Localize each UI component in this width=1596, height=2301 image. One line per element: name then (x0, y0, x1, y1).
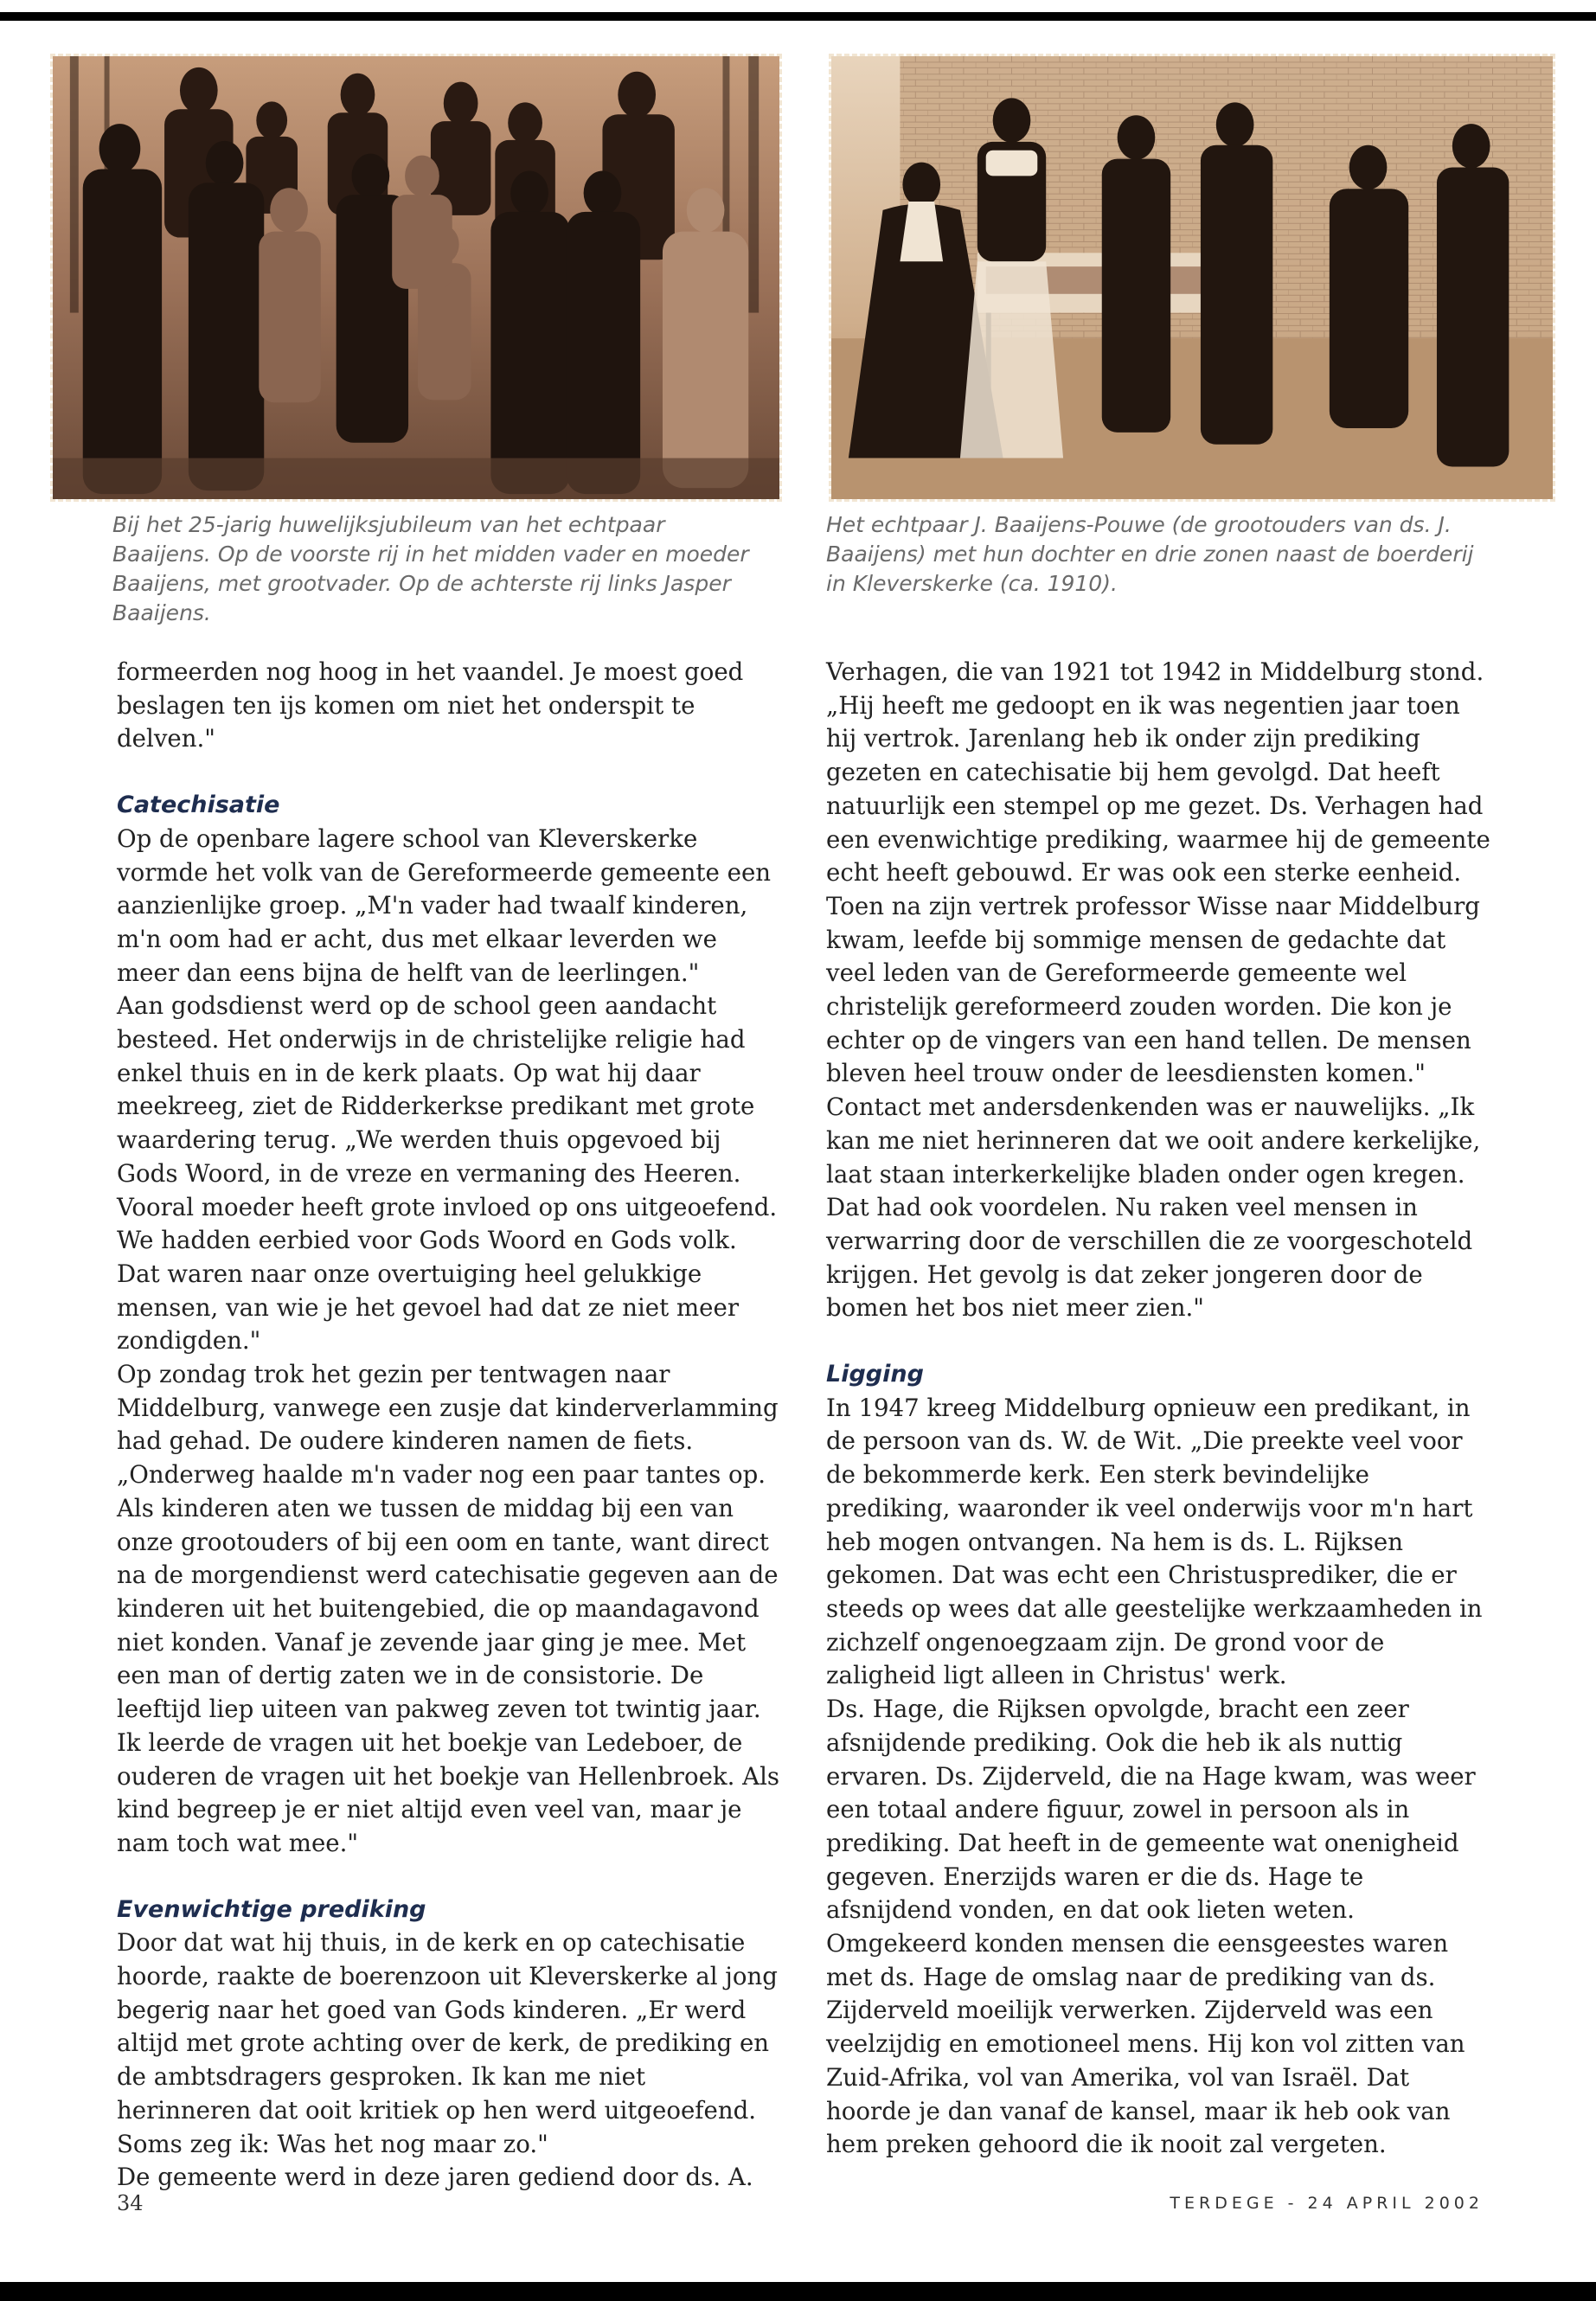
paragraph: Door dat wat hij thuis, in de kerk en op catechisatie hoorde, raakte de boerenzoon uit Kleverskerke al jong begerig naar het goed van Gods kinderen. „Er werd altijd met grote achting over de kerk, de prediking en de ambtsdragers gesproken. Ik kan me niet herinneren dat ooit kritiek op hen werd uitgeoefend. Soms zeg ik: Was het nog maar zo." (117, 1928, 778, 2158)
photo-caption-jubilee: Bij het 25-jarig huwelijksjubileum van het echtpaar Baaijens. Op de voorste rij in het midden vader en moeder Baaijens, met grootvader. Op de achterste rij links Jasper Baaijens. (112, 512, 749, 625)
publication-footer: TERDEGE - 24 APRIL 2002 (1170, 2194, 1484, 2213)
paragraph: Verhagen, die van 1921 tot 1942 in Middelburg stond. „Hij heeft me gedoopt en ik was negentien jaar toen hij vertrok. Jarenlang heb ik onder zijn prediking gezeten en catechisatie bij hem gevolgd. Dat heeft natuurlijk een stempel op me gezet. Ds. Verhagen had een evenwichtige prediking, waarmee hij de gemeente echt heeft gebouwd. Er was ook een sterke eenheid. Toen na zijn vertrek professor Wisse naar Middelburg kwam, leefde bij sommige mensen de gedachte dat veel leden van de Gereformeerde gemeente wel christelijk gereformeerd zouden worden. Die kon je echter op de vingers van een hand tellen. De mensen bleven heel trouw onder de leesdiensten komen." (826, 657, 1490, 1088)
paragraph: De gemeente werd in deze jaren gediend door ds. A. (117, 2163, 753, 2192)
paragraph: Op zondag trok het gezin per tentwagen naar Middelburg, vanwege een zusje dat kinderverlamming had gehad. De oudere kinderen namen de fiets. „Onderweg haalde m'n vader nog een paar tantes op. Als kinderen aten we tussen de middag bij een van onze grootouders of bij een oom en tante, want direct na de morgendienst werd catechisatie gegeven aan de kinderen uit het buitengebied, die op maandagavond niet konden. Vanaf je zevende jaar ging je mee. Met een man of dertig zaten we in de consistorie. De leeftijd liep uiteen van pakweg zeven tot twintig jaar. Ik leerde de vragen uit het boekje van Ledeboer, de ouderen de vragen uit het boekje van Hellenbroek. Als kind begreep je er niet altijd even veel van, maar je nam toch wat mee." (117, 1360, 780, 1857)
paragraph: Contact met andersdenkenden was er nauwelijks. „Ik kan me niet herinneren dat we ooit andere kerkelijke, laat staan interkerkelijke bladen onder ogen kregen. Dat had ook voordelen. Nu raken veel mensen in verwarring door de verschillen die ze voorgeschoteld krijgen. Het gevolg is dat zeker jongeren door de bomen het bos niet meer zien." (826, 1093, 1481, 1323)
paragraph: In 1947 kreeg Middelburg opnieuw een predikant, in de persoon van ds. W. de Wit. „Die preekte veel voor de bekommerde kerk. Een sterk bevindelijke prediking, waaronder ik veel onderwijs voor m'n hart heb mogen ontvangen. Na hem is ds. L. Rijksen gekomen. Dat was echt een Christusprediker, die er steeds op wees dat alle geestelijke werkzaamheden in zichzelf ongenoegzaam zijn. De grond voor de zaligheid ligt alleen in Christus' werk. (826, 1393, 1483, 1690)
section-heading-catechisatie: Catechisatie (117, 792, 280, 819)
article-column-left (117, 656, 783, 2195)
section-heading-evenwichtige-prediking: Evenwichtige prediking (117, 1895, 426, 1923)
bottom-border-bar (0, 2282, 1596, 2301)
farmhouse-family-photo (829, 54, 1555, 502)
paragraph: Aan godsdienst werd op de school geen aandacht besteed. Het onderwijs in de christelijke religie had enkel thuis en in de kerk plaats. Op wat hij daar meekreeg, ziet de Ridderkerkse predikant met grote waardering terug. „We werden thuis opgevoed bij Gods Woord, in de vreze en vermaning des Heeren. Vooral moeder heeft grote invloed op ons uitgeoefend. We hadden eerbied voor Gods Woord en Gods volk. Dat waren naar onze overtuiging heel gelukkige mensen, van wie je het gevoel had dat ze niet meer zondigden." (117, 991, 778, 1356)
family-jubilee-photo (50, 54, 782, 502)
top-border-bar (0, 12, 1596, 21)
family-jubilee-photo-image (53, 56, 779, 499)
paragraph: formeerden nog hoog in het vaandel. Je moest goed beslagen ten ijs komen om niet het onderspit te delven." (117, 657, 744, 753)
section-heading-ligging: Ligging (826, 1361, 924, 1388)
page-number: 34 (117, 2191, 144, 2215)
paragraph: Op de openbare lagere school van Kleverskerke vormde het volk van de Gereformeerde gemeente een aanzienlijke groep. „M'n vader had twaalf kinderen, m'n oom had er acht, dus met elkaar leverden we meer dan eens bijna de helft van de leerlingen." (117, 824, 772, 987)
article-column-right (826, 656, 1497, 2162)
farmhouse-family-photo-image (831, 56, 1553, 499)
photo-caption-farmhouse: Het echtpaar J. Baaijens-Pouwe (de grootouders van ds. J. Baaijens) met hun dochter en drie zonen naast de boerderij in Kleverskerke (ca. 1910). (826, 512, 1474, 596)
paragraph: Ds. Hage, die Rijksen opvolgde, bracht een zeer afsnijdende prediking. Ook die heb ik als nuttig ervaren. Ds. Zijderveld, die na Hage kwam, was weer een totaal andere figuur, zowel in persoon als in prediking. Dat heeft in de gemeente wat onenigheid gegeven. Enerzijds waren er die ds. Hage te afsnijdend vonden, en dat ook lieten weten. Omgekeerd konden mensen die eensgeestes waren met ds. Hage de omslag naar de prediking van ds. Zijderveld moeilijk verwerken. Zijderveld was een veelzijdig en emotioneel mens. Hij kon vol zitten van Zuid-Afrika, vol van Amerika, vol van Israël. Dat hoorde je dan vanaf de kansel, maar ik heb ook van hem preken gehoord die ik nooit zal vergeten. (826, 1695, 1476, 2159)
